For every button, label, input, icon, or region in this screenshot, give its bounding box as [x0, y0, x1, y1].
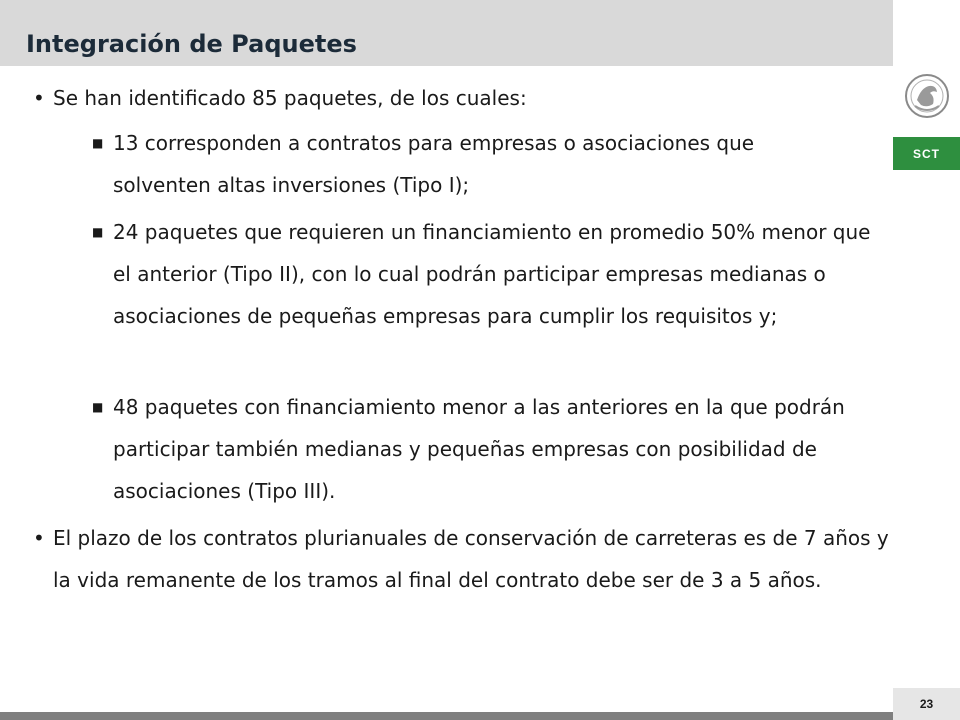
square-bullet-icon: ■ — [92, 400, 104, 414]
bullet-icon: • — [33, 526, 45, 550]
list-item: • Se han identificado 85 paquetes, de los cuales: — [53, 77, 883, 119]
list-item: ■ 24 paquetes que requieren un financiamiento en promedio 50% menor que el anterior (Tipo II), con lo cual podrán participar empresas medianas o asociaciones de pequeñas empresas para cumplir los requisitos y; — [113, 211, 893, 337]
list-item: ■ 13 corresponden a contratos para empresas o asociaciones que solventen altas inversiones (Tipo I); — [113, 122, 833, 206]
page-title: Integración de Paquetes — [26, 30, 357, 58]
list-item: • El plazo de los contratos plurianuales de conservación de carreteras es de 7 años y la vida remanente de los tramos al final del contrato debe ser de 3 a 5 años. — [53, 517, 893, 601]
list-item: ■ 48 paquetes con financiamiento menor a las anteriores en la que podrán participar también medianas y pequeñas empresas con posibilidad de asociaciones (Tipo III). — [113, 386, 898, 512]
sct-badge: SCT — [893, 137, 960, 170]
footer-bar — [0, 712, 893, 720]
square-bullet-icon: ■ — [92, 225, 104, 239]
bullet-icon: • — [33, 86, 45, 110]
page-number: 23 — [893, 688, 960, 720]
square-bullet-icon: ■ — [92, 136, 104, 150]
